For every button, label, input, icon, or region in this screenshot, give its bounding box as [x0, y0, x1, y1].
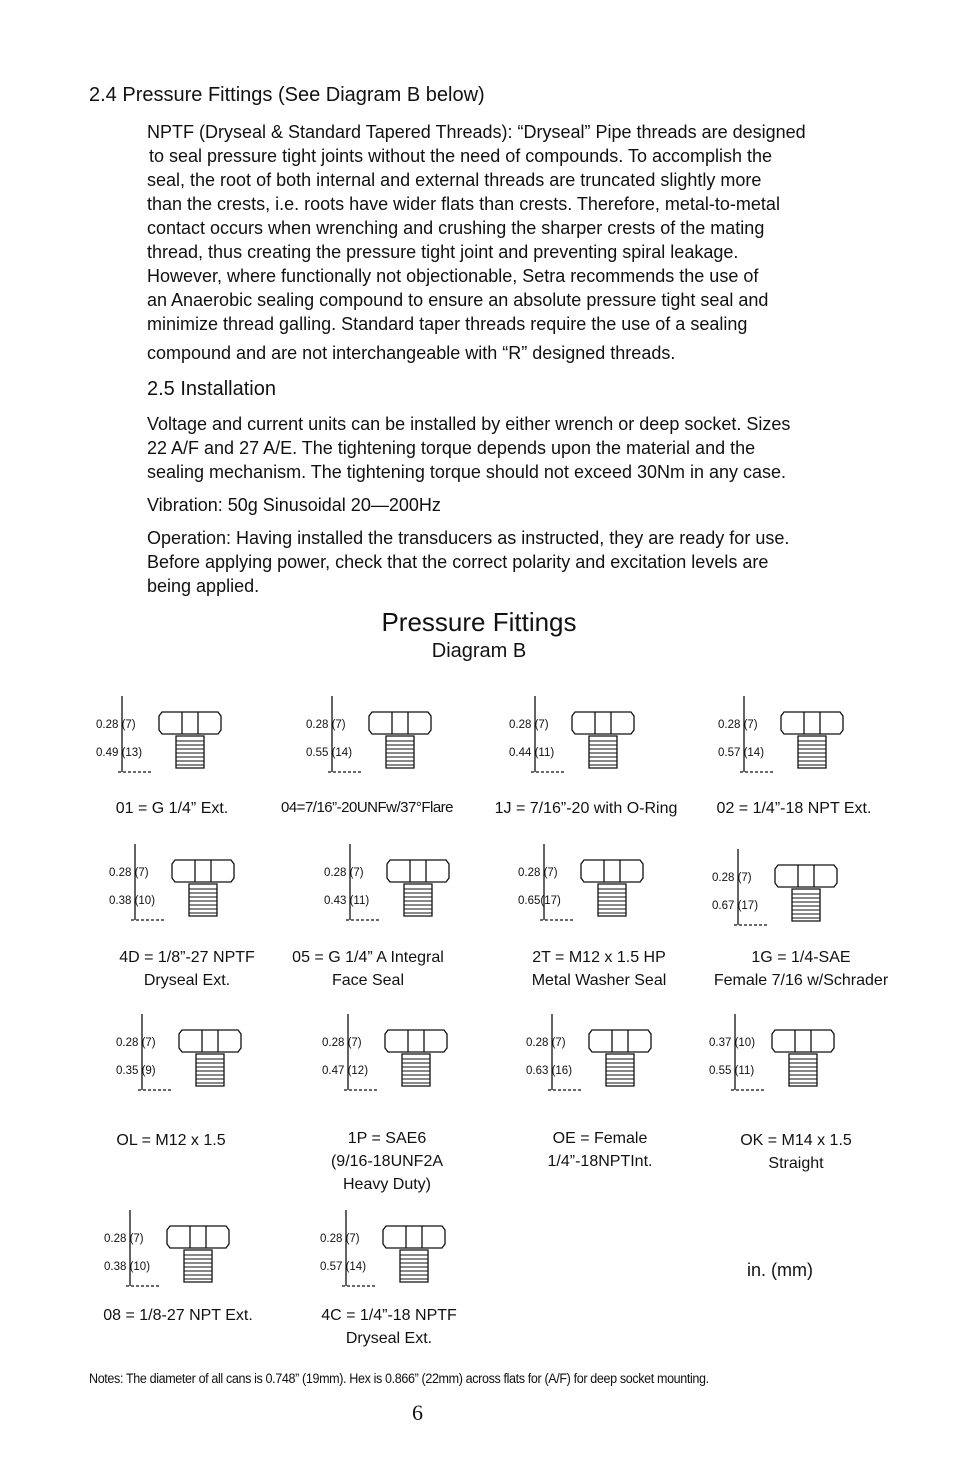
dimension-label-length: 0.47 (12) [322, 1065, 369, 1077]
hex-head [781, 712, 843, 734]
fitting-drawing [705, 1010, 855, 1100]
dimension-label-head: 0.28 (7) [718, 719, 758, 731]
fitting-drawing [514, 840, 664, 930]
fitting-drawing [708, 845, 858, 935]
fitting-caption: 1J = 7/16”-20 with O-Ring [494, 800, 678, 817]
hex-head [179, 1030, 241, 1052]
dimension-label-head: 0.28 (7) [104, 1233, 144, 1245]
dimension-label-head: 0.37 (10) [709, 1037, 756, 1049]
vibration-text: Vibration: 50g Sinusoidal 20—200Hz [147, 495, 441, 515]
body-line: Operation: Having installed the transducers as instructed, they are ready for use. [147, 528, 790, 548]
fitting-drawing [100, 1206, 250, 1296]
fitting-drawing [714, 692, 864, 782]
section-2-4-heading: 2.4 Pressure Fittings (See Diagram B below) [89, 84, 485, 106]
fitting-drawing [105, 840, 255, 930]
dimension-label-head: 0.28 (7) [116, 1037, 156, 1049]
fitting-caption: 04=7/16”-20UNFw/37°Flare [281, 799, 453, 816]
body-line: than the crests, i.e. roots have wider flats than crests. Therefore, metal-to-metal [147, 194, 780, 214]
body-line: thread, thus creating the pressure tight joint and preventing spiral leakage. [147, 242, 739, 262]
dimension-label-length: 0.55 (14) [306, 747, 353, 759]
dimension-label-head: 0.28 (7) [712, 872, 752, 884]
units-label: in. (mm) [747, 1260, 813, 1280]
fitting-drawing [92, 692, 242, 782]
dimension-label-head: 0.28 (7) [518, 867, 558, 879]
fitting-drawing [316, 1206, 466, 1296]
dimension-label-length: 0.38 (10) [104, 1261, 151, 1273]
diagram-title: Pressure Fittings [381, 607, 577, 637]
installation-text [147, 412, 907, 484]
hex-head [167, 1226, 229, 1248]
fitting-drawing [112, 1010, 262, 1100]
body-line: to seal pressure tight joints without the need of compounds. To accomplish the [149, 146, 773, 166]
body-line: sealing mechanism. The tightening torque should not exceed 30Nm in any case. [147, 462, 787, 482]
dimension-label-head: 0.28 (7) [96, 719, 136, 731]
hex-head [172, 860, 234, 882]
page-number: 6 [412, 1400, 423, 1425]
fitting-caption: 1G = 1/4-SAE Female 7/16 w/Schrader [713, 949, 889, 989]
section-2-5-heading: 2.5 Installation [147, 378, 276, 400]
body-line: NPTF (Dryseal & Standard Tapered Threads): “Dryseal” Pipe threads are designed [147, 122, 806, 142]
hex-head [589, 1030, 651, 1052]
dimension-label-length: 0.43 (11) [324, 895, 370, 907]
fitting-caption: 4D = 1/8”-27 NPTF Dryseal Ext. [119, 949, 255, 989]
fitting-caption: 08 = 1/8-27 NPT Ext. [103, 1307, 253, 1324]
dimension-label-length: 0.57 (14) [718, 747, 765, 759]
hex-head [387, 860, 449, 882]
body-line: Before applying power, check that the correct polarity and excitation levels are [147, 552, 769, 572]
dimension-label-head: 0.28 (7) [306, 719, 346, 731]
fitting-caption: 01 = G 1/4” Ext. [115, 800, 229, 817]
dimension-label-length: 0.38 (10) [109, 895, 156, 907]
body-line: an Anaerobic sealing compound to ensure an absolute pressure tight seal and [147, 290, 769, 310]
diagram-subtitle: Diagram B [431, 640, 527, 662]
fitting-caption: 2T = M12 x 1.5 HP Metal Washer Seal [531, 949, 667, 989]
fitting-caption: 1P = SAE6 (9/16-18UNF2A Heavy Duty) [330, 1130, 444, 1193]
hex-head [369, 712, 431, 734]
body-line: compound and are not interchangeable with “R” designed threads. [147, 343, 676, 363]
hex-head [775, 865, 837, 887]
fitting-drawing [522, 1010, 672, 1100]
dimension-label-head: 0.28 (7) [509, 719, 549, 731]
dimension-label-length: 0.63 (16) [526, 1065, 573, 1077]
fitting-drawing [505, 692, 655, 782]
body-line: minimize thread galling. Standard taper threads require the use of a sealing [147, 314, 748, 334]
body-line: being applied. [147, 576, 260, 596]
dimension-label-head: 0.28 (7) [526, 1037, 566, 1049]
dimension-label-length: 0.49 (13) [96, 747, 143, 759]
hex-head [772, 1030, 834, 1052]
dimension-label-head: 0.28 (7) [324, 867, 364, 879]
dimension-label-length: 0.55 (11) [709, 1065, 755, 1077]
dimension-label-length: 0.57 (14) [320, 1261, 367, 1273]
body-line: contact occurs when wrenching and crushing the sharper crests of the mating [147, 218, 765, 238]
fitting-drawing [318, 1010, 468, 1100]
fitting-caption: 02 = 1/4”-18 NPT Ext. [716, 800, 872, 817]
fitting-caption: OE = Female 1/4”-18NPTInt. [547, 1130, 653, 1170]
fitting-drawing [302, 692, 452, 782]
hex-head [383, 1226, 445, 1248]
body-line: However, where functionally not objectionable, Setra recommends the use of [147, 266, 759, 286]
dimension-label-length: 0.67 (17) [712, 900, 759, 912]
dimension-label-length: 0.44 (11) [509, 747, 555, 759]
dimension-label-length: 0.65(17) [518, 895, 561, 907]
dimension-label-length: 0.35 (9) [116, 1065, 156, 1077]
body-line: seal, the root of both internal and external threads are truncated slightly more [147, 170, 762, 190]
dimension-label-head: 0.28 (7) [109, 867, 149, 879]
notes: Notes: The diameter of all cans is 0.748” (19mm). Hex is 0.866” (22mm) across flats for (A/F) for deep socket mounting. [89, 1371, 709, 1386]
dimension-label-head: 0.28 (7) [320, 1233, 360, 1245]
hex-head [385, 1030, 447, 1052]
hex-head [581, 860, 643, 882]
dimension-label-head: 0.28 (7) [322, 1037, 362, 1049]
fitting-caption: OK = M14 x 1.5 Straight [740, 1132, 852, 1172]
hex-head [572, 712, 634, 734]
section-2-4-body [147, 120, 887, 365]
operation-text [147, 526, 907, 598]
fitting-caption: OL = M12 x 1.5 [116, 1132, 226, 1149]
fitting-caption: 4C = 1/4”-18 NPTF Dryseal Ext. [321, 1307, 457, 1347]
fitting-drawing [320, 840, 470, 930]
body-line: Voltage and current units can be installed by either wrench or deep socket. Sizes [147, 414, 791, 434]
hex-head [159, 712, 221, 734]
fitting-caption: 05 = G 1/4” A Integral Face Seal [292, 949, 444, 989]
body-line: 22 A/F and 27 A/E. The tightening torque depends upon the material and the [147, 438, 756, 458]
